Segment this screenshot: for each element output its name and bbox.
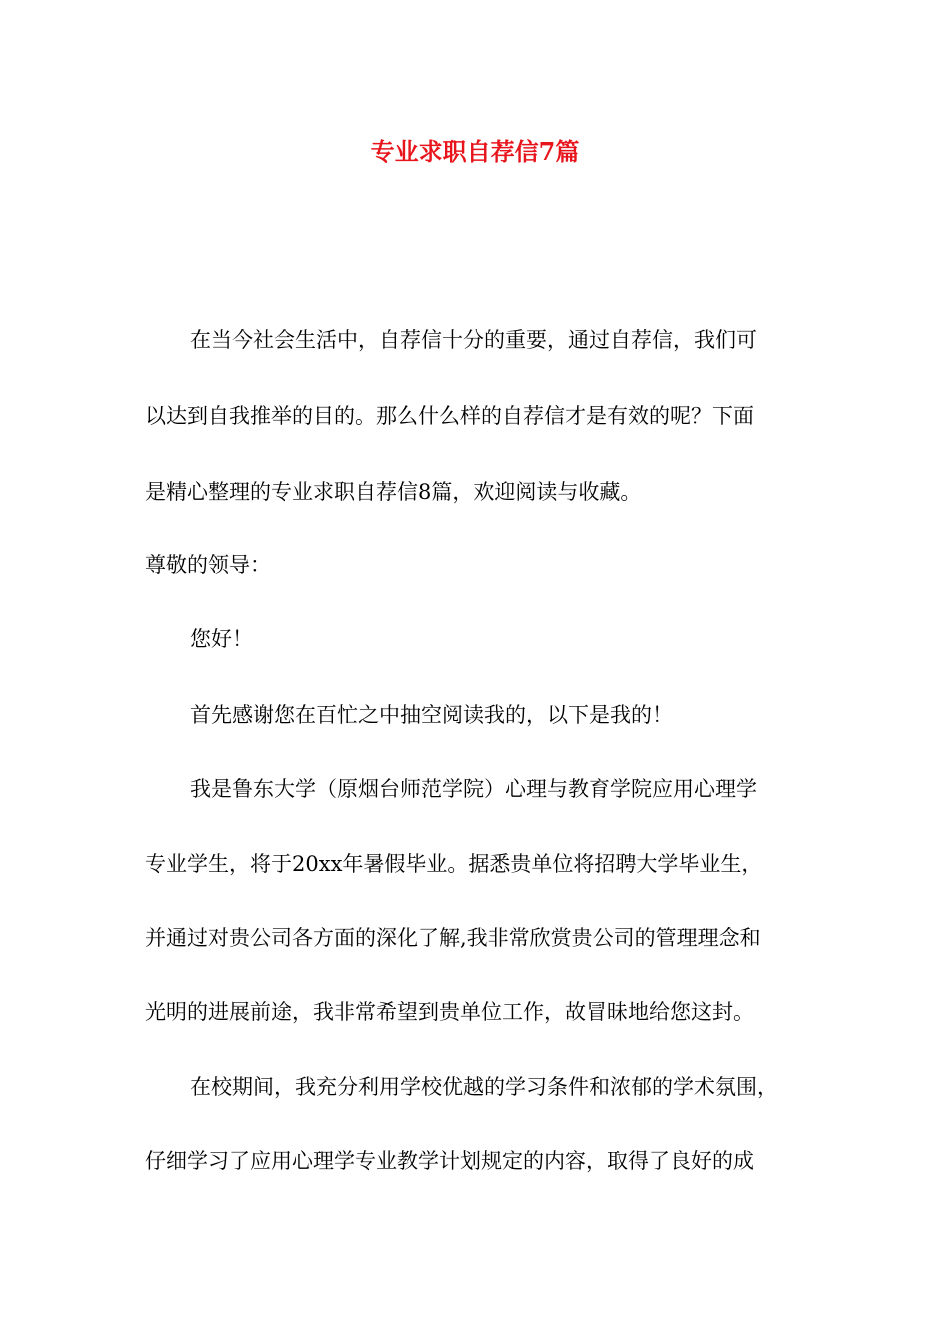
paragraph-line: 仔细学习了应用心理学专业教学计划规定的内容，取得了良好的成 (145, 1149, 754, 1173)
paragraph-line: 是精心整理的专业求职自荐信8篇，欢迎阅读与收藏。 (145, 480, 642, 504)
salutation-line: 尊敬的领导： (145, 553, 271, 577)
paragraph-line: 光明的进展前途，我非常希望到贵单位工作，故冒昧地给您这封。 (145, 1000, 754, 1024)
page-title: 专业求职自荐信7篇 (370, 137, 580, 166)
paragraph-line: 并通过对贵公司各方面的深化了解,我非常欣赏贵公司的管理理念和 (145, 926, 761, 950)
paragraph-line: 在当今社会生活中，自荐信十分的重要，通过自荐信，我们可 (190, 328, 757, 352)
greeting-line: 您好！ (190, 627, 253, 651)
paragraph-line: 我是鲁东大学（原烟台师范学院）心理与教育学院应用心理学 (190, 777, 757, 801)
paragraph-line: 在校期间，我充分利用学校优越的学习条件和浓郁的学术氛围， (190, 1075, 778, 1099)
paragraph-line: 以达到自我推举的目的。那么什么样的自荐信才是有效的呢？下面 (145, 404, 754, 428)
paragraph-line: 首先感谢您在百忙之中抽空阅读我的，以下是我的！ (190, 703, 673, 727)
paragraph-line: 专业学生，将于20xx年暑假毕业。据悉贵单位将招聘大学毕业生， (145, 852, 763, 876)
